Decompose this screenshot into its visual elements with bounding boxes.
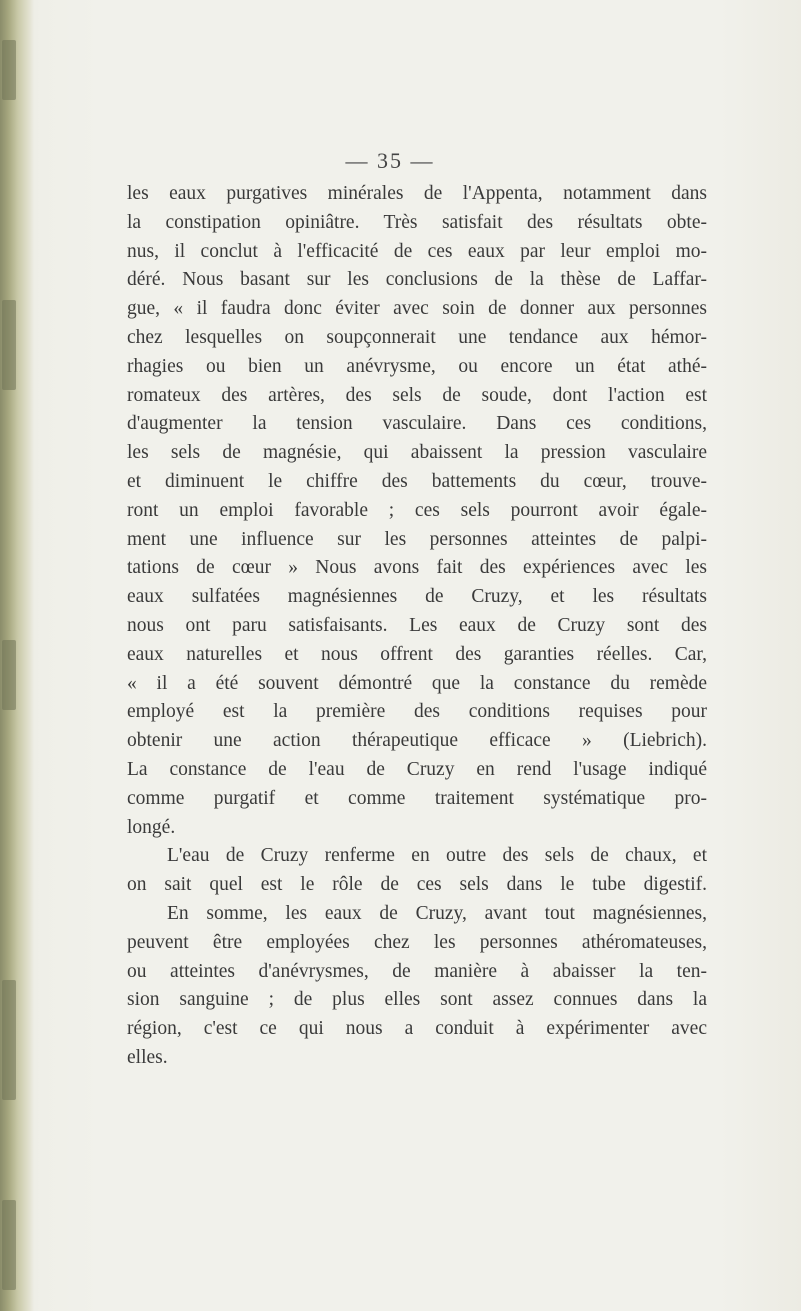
text-line: on sait quel est le rôle de ces sels dans le tube digestif. bbox=[127, 874, 707, 896]
text-line: longé. bbox=[127, 816, 176, 838]
text-line: ou atteintes d'anévrysmes, de manière à abaisser la ten- bbox=[127, 960, 707, 982]
text-line: nous ont paru satisfaisants. Les eaux de Cruzy sont des bbox=[127, 614, 707, 636]
text-line: et diminuent le chiffre des battements du cœur, trouve- bbox=[127, 470, 707, 492]
text-line: les eaux purgatives minérales de l'Appenta, notamment dans bbox=[127, 183, 707, 204]
text-line: « il a été souvent démontré que la constance du remède bbox=[127, 672, 707, 694]
text-line: tations de cœur » Nous avons fait des expériences avec les bbox=[127, 557, 707, 579]
text-line: région, c'est ce qui nous a conduit à expérimenter avec bbox=[127, 1018, 707, 1040]
text-line: romateux des artères, des sels de soude, dont l'action est bbox=[127, 384, 707, 406]
text-line: En somme, les eaux de Cruzy, avant tout magnésiennes, bbox=[167, 902, 707, 924]
text-line: peuvent être employées chez les personnes athéromateuses, bbox=[127, 931, 707, 953]
binding-stain bbox=[2, 1200, 16, 1290]
text-line: rhagies ou bien un anévrysme, ou encore un état athé- bbox=[127, 355, 707, 377]
text-line: déré. Nous basant sur les conclusions de la thèse de Laffar- bbox=[127, 269, 707, 291]
text-line: comme purgatif et comme traitement systématique pro- bbox=[127, 787, 707, 809]
binding-stain bbox=[2, 640, 16, 710]
text-line: La constance de l'eau de Cruzy en rend l'usage indiqué bbox=[127, 758, 707, 780]
body-text bbox=[127, 180, 707, 1073]
text-line: L'eau de Cruzy renferme en outre des sels de chaux, et bbox=[167, 845, 707, 867]
text-line: gue, « il faudra donc éviter avec soin de donner aux personnes bbox=[127, 298, 707, 320]
binding-stain bbox=[2, 300, 16, 390]
binding-stain bbox=[2, 40, 16, 100]
text-line: eaux sulfatées magnésiennes de Cruzy, et les résultats bbox=[127, 586, 707, 608]
page-number: — 35 — bbox=[345, 148, 435, 173]
text-line: d'augmenter la tension vasculaire. Dans ces conditions, bbox=[127, 413, 707, 435]
text-line: nus, il conclut à l'efficacité de ces eaux par leur emploi mo- bbox=[127, 240, 707, 262]
text-line: obtenir une action thérapeutique efficace » (Liebrich). bbox=[127, 730, 707, 752]
text-line: les sels de magnésie, qui abaissent la pression vasculaire bbox=[127, 442, 707, 464]
binding-stain bbox=[2, 980, 16, 1100]
text-line: ment une influence sur les personnes atteintes de palpi- bbox=[127, 528, 707, 550]
text-line: elles. bbox=[127, 1046, 168, 1068]
text-line: employé est la première des conditions requises pour bbox=[127, 701, 707, 723]
page-binding-edge bbox=[0, 0, 34, 1311]
text-line: ront un emploi favorable ; ces sels pourront avoir égale- bbox=[127, 499, 707, 521]
text-line: la constipation opiniâtre. Très satisfait des résultats obte- bbox=[127, 211, 707, 233]
text-line: sion sanguine ; de plus elles sont assez connues dans la bbox=[127, 989, 707, 1011]
text-line: chez lesquelles on soupçonnerait une tendance aux hémor- bbox=[127, 326, 707, 348]
text-line: eaux naturelles et nous offrent des garanties réelles. Car, bbox=[127, 643, 707, 665]
